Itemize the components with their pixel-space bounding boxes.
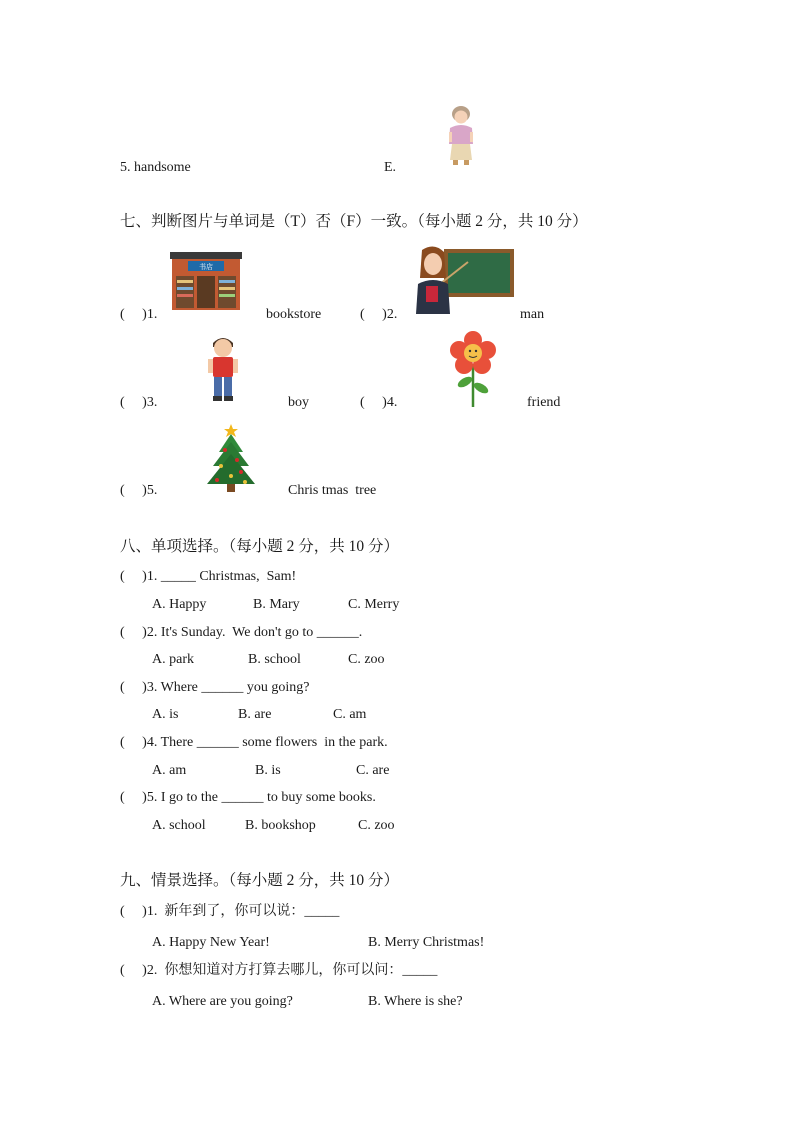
s7-item-5-number: ( )5.	[120, 483, 158, 498]
s7-item-2-number: ( )2.	[360, 307, 398, 322]
s8-q2-option-c: C. zoo	[348, 652, 385, 667]
s8-q2-option-b: B. school	[248, 652, 301, 667]
s8-q1-option-c: C. Merry	[348, 597, 400, 612]
s8-q1-option-a: A. Happy	[152, 597, 207, 612]
flower-icon	[448, 330, 498, 408]
matching-item-5: 5. handsome	[120, 160, 191, 175]
s7-item-2-word: man	[520, 307, 545, 322]
s8-question-1: ( )1. _____ Christmas, Sam!	[120, 569, 297, 584]
christmas-tree-icon	[205, 422, 257, 494]
s8-q4-option-a: A. am	[152, 763, 187, 778]
s7-item-3-word: boy	[288, 395, 309, 410]
s8-q4-option-b: B. is	[255, 763, 281, 778]
s8-q5-option-b: B. bookshop	[245, 818, 316, 833]
s7-item-4-number: ( )4.	[360, 395, 398, 410]
s8-q5-option-a: A. school	[152, 818, 206, 833]
bookstore-icon	[168, 250, 244, 310]
bookstore-sign: 书店	[199, 263, 213, 271]
s9-q2-option-b: B. Where is she?	[368, 994, 463, 1009]
s9-question-1: ( )1. 新年到了，你可以说：_____	[120, 904, 340, 919]
s7-item-1-word: bookstore	[266, 307, 322, 322]
s7-item-5-word: Chris tmas tree	[288, 483, 377, 498]
boy-icon	[205, 333, 241, 403]
s8-q3-option-c: C. am	[333, 707, 367, 722]
s8-q3-option-b: B. are	[238, 707, 272, 722]
teacher-icon	[414, 244, 516, 316]
s8-q2-option-a: A. park	[152, 652, 194, 667]
section-7-heading: 七、判断图片与单词是（T）否（F）一致。（每小题 2 分，共 10 分）	[120, 213, 588, 230]
s9-q1-option-a: A. Happy New Year!	[152, 935, 270, 950]
s9-question-2: ( )2. 你想知道对方打算去哪儿，你可以问：_____	[120, 963, 438, 978]
s9-q1-option-b: B. Merry Christmas!	[368, 935, 485, 950]
s7-item-4-word: friend	[527, 395, 561, 410]
s8-q1-option-b: B. Mary	[253, 597, 300, 612]
s9-q2-option-a: A. Where are you going?	[152, 994, 293, 1009]
s8-question-4: ( )4. There ______ some flowers in the park.	[120, 735, 388, 750]
s8-question-5: ( )5. I go to the ______ to buy some books.	[120, 790, 376, 805]
old-woman-icon	[444, 104, 478, 168]
s8-q3-option-a: A. is	[152, 707, 179, 722]
section-9-heading: 九、情景选择。（每小题 2 分，共 10 分）	[120, 872, 400, 889]
s8-q4-option-c: C. are	[356, 763, 390, 778]
s8-question-3: ( )3. Where ______ you going?	[120, 680, 310, 695]
s7-item-1-number: ( )1.	[120, 307, 158, 322]
s8-q5-option-c: C. zoo	[358, 818, 395, 833]
s8-question-2: ( )2. It's Sunday. We don't go to ______.	[120, 625, 363, 640]
s7-item-3-number: ( )3.	[120, 395, 158, 410]
section-8-heading: 八、单项选择。（每小题 2 分，共 10 分）	[120, 538, 400, 555]
matching-option-e: E.	[384, 160, 397, 175]
